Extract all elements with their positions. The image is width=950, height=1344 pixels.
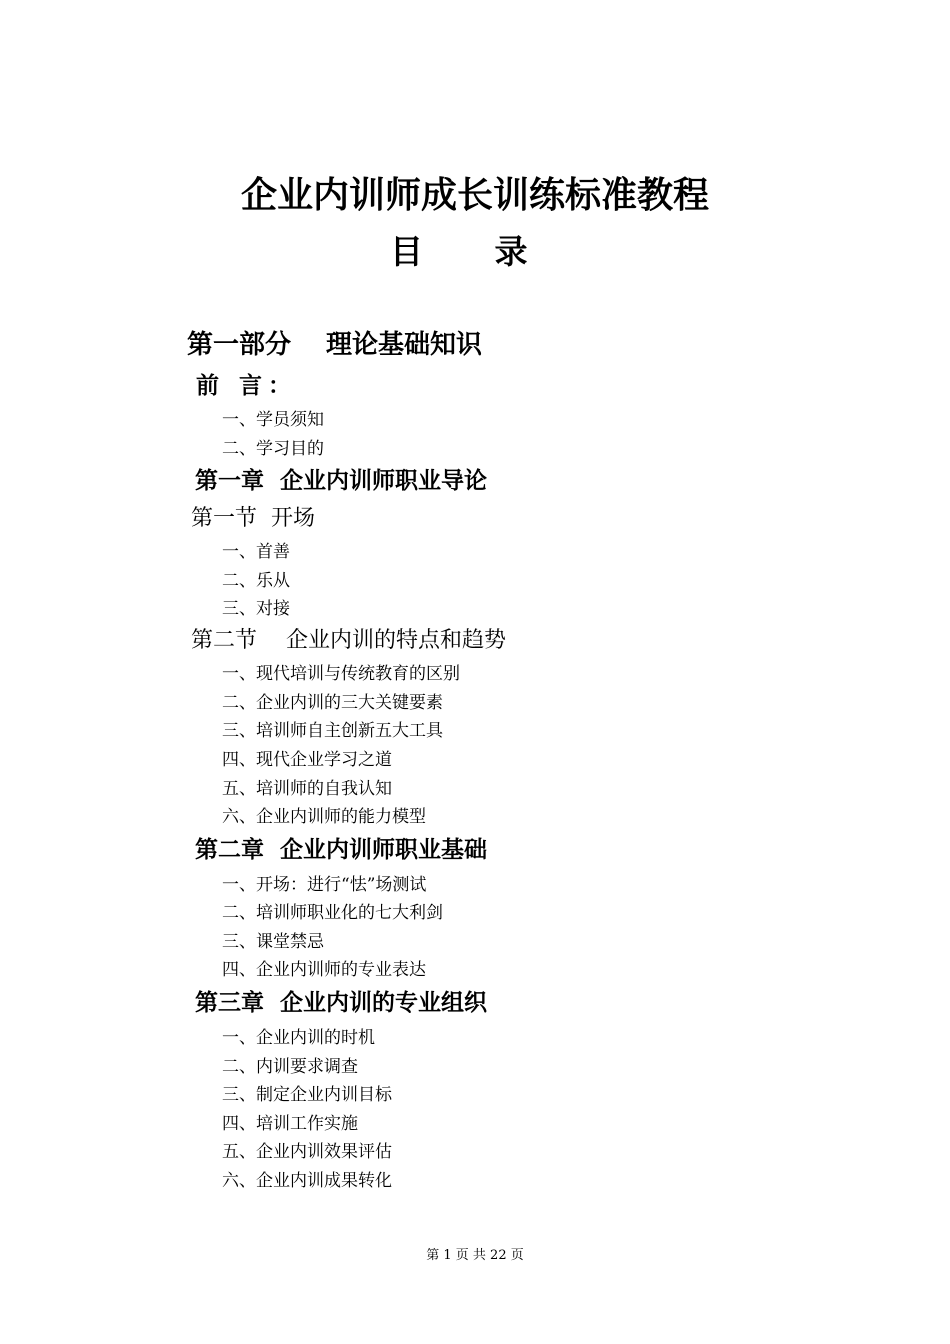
preface-heading: 前 言： — [196, 373, 298, 399]
toc-item: 一、学员须知 — [222, 410, 324, 430]
toc-item: 三、课堂禁忌 — [222, 932, 324, 952]
toc-item: 五、企业内训效果评估 — [222, 1142, 392, 1162]
toc-item: 一、开场：进行“怯”场测试 — [222, 875, 427, 895]
toc-item: 一、首善 — [222, 542, 290, 562]
toc-item: 二、企业内训的三大关键要素 — [222, 693, 443, 713]
toc-item: 四、培训工作实施 — [222, 1114, 358, 1134]
toc-item: 四、现代企业学习之道 — [222, 750, 392, 770]
toc-item: 一、企业内训的时机 — [222, 1028, 375, 1048]
toc-item: 三、制定企业内训目标 — [222, 1085, 392, 1105]
toc-item: 二、学习目的 — [222, 439, 324, 459]
chapter-heading: 第一章 企业内训师职业导论 — [195, 468, 488, 494]
chapter-heading: 第三章 企业内训的专业组织 — [195, 990, 488, 1016]
toc-item: 三、对接 — [222, 599, 290, 619]
section-heading: 第二节 企业内训的特点和趋势 — [191, 628, 506, 653]
toc-item: 一、现代培训与传统教育的区别 — [222, 664, 460, 684]
toc-item: 二、乐从 — [222, 571, 290, 591]
document-title: 企业内训师成长训练标准教程 — [240, 175, 709, 216]
page-footer: 第 1 页 共 22 页 — [426, 1248, 524, 1263]
part-heading: 第一部分 理论基础知识 — [187, 330, 483, 360]
toc-item: 四、企业内训师的专业表达 — [222, 960, 426, 980]
section-heading: 第一节 开场 — [191, 506, 315, 531]
toc-item: 五、培训师的自我认知 — [222, 779, 392, 799]
toc-item: 二、培训师职业化的七大利剑 — [222, 903, 443, 923]
toc-item: 六、企业内训师的能力模型 — [222, 807, 426, 827]
chapter-heading: 第二章 企业内训师职业基础 — [195, 837, 488, 863]
toc-heading: 目 录 — [390, 232, 558, 271]
toc-item: 二、内训要求调查 — [222, 1057, 358, 1077]
toc-item: 六、企业内训成果转化 — [222, 1171, 392, 1191]
toc-item: 三、培训师自主创新五大工具 — [222, 721, 443, 741]
